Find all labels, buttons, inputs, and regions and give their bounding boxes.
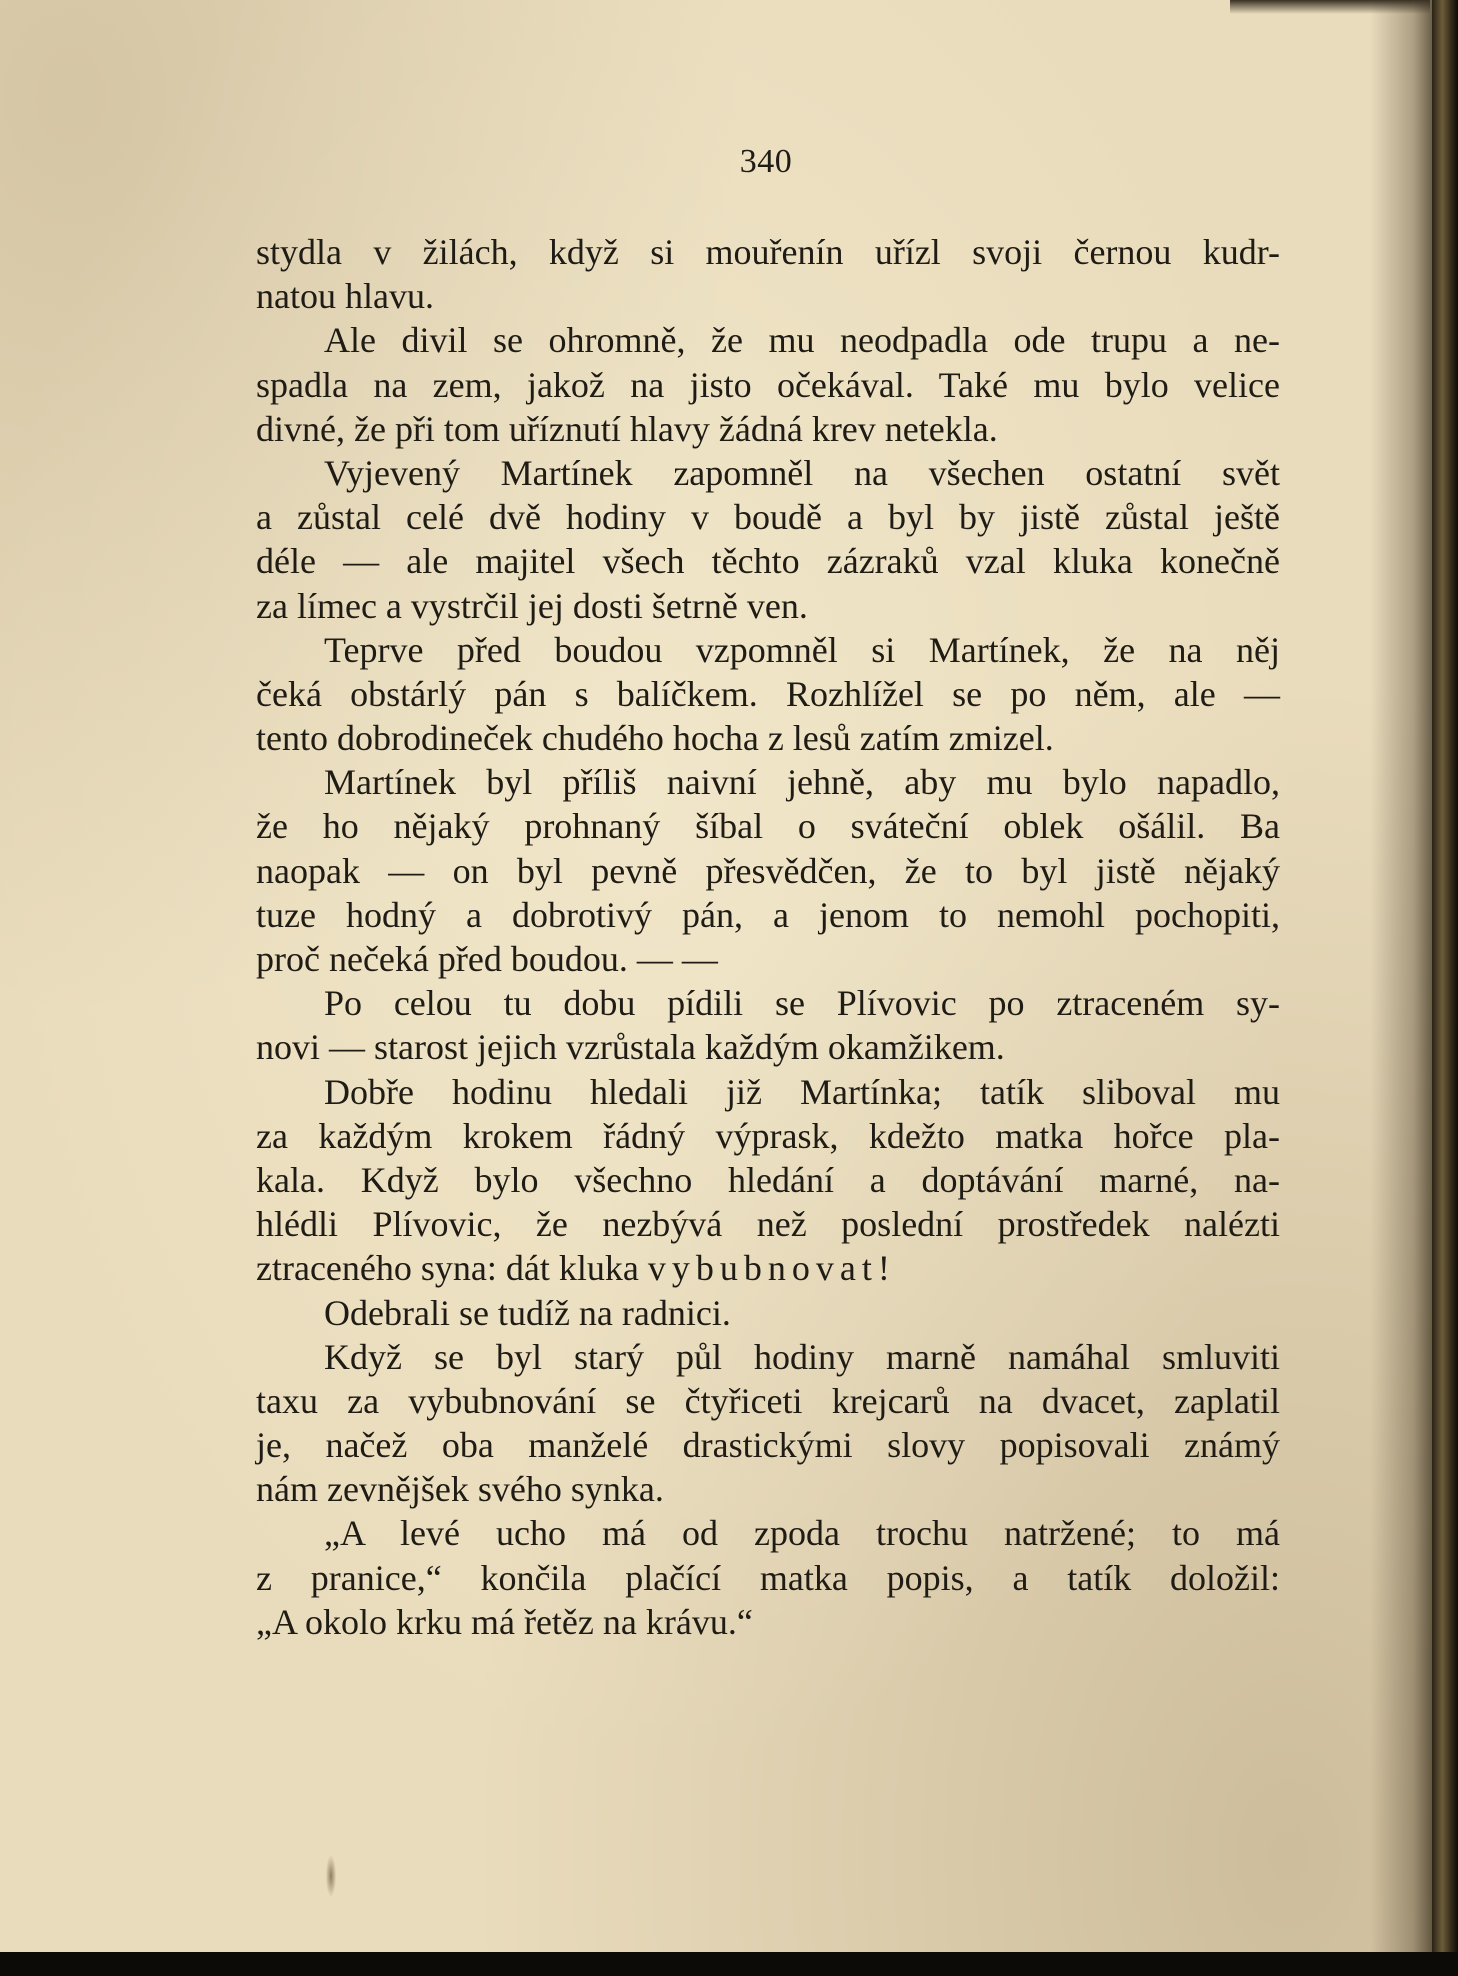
ink-smudge	[326, 1856, 336, 1896]
top-edge-shadow	[1230, 0, 1430, 14]
text-line: tuze hodný a dobrotivý pán, a jenom to nemohl pochopiti,	[256, 894, 1280, 935]
text-line: spadla na zem, jakož na jisto očekával. Také mu bylo velice	[256, 364, 1280, 405]
text-line: Ale divil se ohromně, že mu neodpadla ode trupu a ne-	[324, 320, 1280, 361]
text-line-prefix: ztraceného syna: dát kluka	[256, 1248, 648, 1289]
text-line: proč nečeká před boudou. — —	[256, 939, 718, 979]
text-line: za límec a vystrčil jej dosti šetrně ven.	[256, 585, 808, 626]
spaced-emphasis: vybubnovat!	[647, 1248, 896, 1289]
text-line: Teprve před boudou vzpomněl si Martínek, že na něj	[324, 629, 1280, 670]
text-line: divné, že při tom uříznutí hlavy žádná krev netekla.	[256, 408, 998, 449]
scan-border	[0, 1952, 1458, 1976]
text-line: Martínek byl příliš naivní jehně, aby mu bylo napadlo,	[324, 762, 1280, 803]
text-line: „A levé ucho má od zpoda trochu natržené; to má	[324, 1513, 1280, 1554]
text-line-emphasis	[256, 1246, 1280, 1290]
text-line: „A okolo krku má řetěz na krávu.“	[256, 1601, 753, 1642]
text-line: Vyjevený Martínek zapomněl na všechen ostatní svět	[324, 452, 1280, 493]
text-line: naopak — on byl pevně přesvědčen, že to byl jistě nějaký	[256, 850, 1280, 891]
text-line: hlédli Plívovic, že nezbývá než poslední prostředek nalézti	[256, 1204, 1280, 1245]
text-line: novi — starost jejich vzrůstala každým okamžikem.	[256, 1027, 1005, 1068]
text-line: je, načež oba manželé drastickými slovy popisovali známý	[256, 1425, 1280, 1466]
text-line: a zůstal celé dvě hodiny v boudě a byl by jistě zůstal ještě	[256, 497, 1280, 538]
text-line: Dobře hodinu hledali již Martínka; tatík sliboval mu	[324, 1071, 1280, 1112]
text-line: čeká obstárlý pán s balíčkem. Rozhlížel se po něm, ale —	[256, 673, 1280, 714]
text-line: kala. Když bylo všechno hledání a doptávání marné, na-	[256, 1159, 1280, 1200]
book-edge	[1432, 0, 1458, 1976]
body-text	[256, 230, 1280, 1644]
page-number: 340	[739, 143, 793, 180]
text-line: Odebrali se tudíž na radnici.	[324, 1292, 731, 1333]
gutter-shadow	[1370, 0, 1432, 1952]
text-line: že ho nějaký prohnaný šíbal o sváteční oblek ošálil. Ba	[256, 806, 1280, 847]
text-line: stydla v žilách, když si mouřenín uřízl svoji černou kudr-	[256, 232, 1280, 272]
text-line: Když se byl starý půl hodiny marně namáhal smluviti	[324, 1336, 1280, 1377]
text-line: taxu za vybubnování se čtyřiceti krejcarů na dvacet, zaplatil	[256, 1380, 1280, 1421]
text-line: déle — ale majitel všech těchto zázraků vzal kluka konečně	[256, 541, 1280, 582]
text-line: Po celou tu dobu pídili se Plívovic po ztraceném sy-	[324, 983, 1280, 1024]
text-line: za každým krokem řádný výprask, kdežto matka hořce pla-	[256, 1115, 1280, 1156]
text-line: natou hlavu.	[256, 276, 434, 317]
text-line: nám zevnějšek svého synka.	[256, 1469, 664, 1510]
text-line: tento dobrodineček chudého hocha z lesů zatím zmizel.	[256, 718, 1054, 759]
text-line: z pranice,“ končila plačící matka popis, a tatík doložil:	[256, 1557, 1280, 1598]
